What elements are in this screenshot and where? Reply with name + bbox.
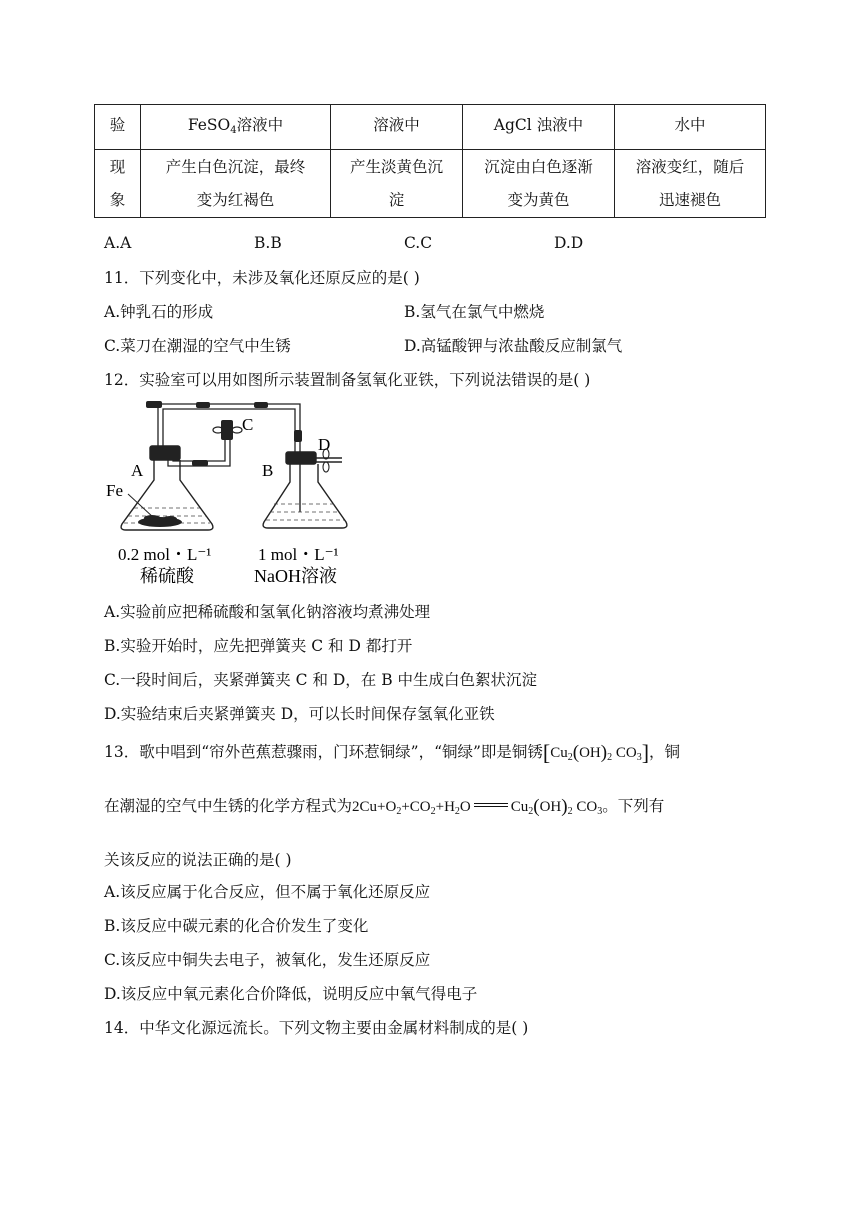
table-cell: 溶液中 <box>331 105 463 150</box>
left-solution: 稀硫酸 <box>140 566 194 586</box>
option-d[interactable]: D.D <box>554 234 584 252</box>
q11-stem: 11．下列变化中，未涉及氧化还原反应的是( ) <box>104 269 420 287</box>
option-b[interactable]: B.实验开始时，应先把弹簧夹 C 和 D 都打开 <box>104 637 413 655</box>
option-b[interactable]: B.B <box>254 234 282 252</box>
table-cell: AgCl 浊液中 <box>463 105 615 150</box>
right-concentration: 1 mol・L⁻¹ <box>258 545 339 564</box>
table-cell: FeSO$_4$溶液中 <box>141 105 331 150</box>
apparatus-figure <box>104 396 364 588</box>
option-a[interactable]: A.该反应属于化合反应，但不属于氧化还原反应 <box>104 883 431 901</box>
option-c[interactable]: C.一段时间后，夹紧弹簧夹 C 和 D，在 B 中生成白色絮状沉淀 <box>104 671 538 689</box>
label-b: B <box>262 461 274 480</box>
q14-stem: 14．中华文化源远流长。下列文物主要由金属材料制成的是( ) <box>104 1019 529 1037</box>
label-fe: Fe <box>106 481 123 500</box>
option-a[interactable]: A.实验前应把稀硫酸和氢氧化钠溶液均煮沸处理 <box>104 603 431 621</box>
verdigris-formula: [$Cu_2(OH)_2$ $CO_3$] <box>542 740 650 765</box>
table-cell: 产生淡黄色沉 淀 <box>331 150 463 218</box>
label-c: C <box>242 415 254 434</box>
table-cell: 水中 <box>615 105 766 150</box>
option-b[interactable]: B.氢气在氯气中燃烧 <box>404 303 545 321</box>
option-a[interactable]: A.A <box>104 234 132 252</box>
experiment-table <box>94 104 766 218</box>
table-cell: 验 <box>95 105 141 150</box>
q13-stem-line2: 在潮湿的空气中生锈的化学方程式为$2Cu+O_2+CO_2+H_2O$ $Cu_2(OH)_2$ $CO_3$。下列有 <box>104 796 665 817</box>
table-cell: 现 象 <box>95 150 141 218</box>
table-row <box>95 150 766 218</box>
table-cell: 产生白色沉淀，最终 变为红褐色 <box>141 150 331 218</box>
option-c[interactable]: C.菜刀在潮湿的空气中生锈 <box>104 337 291 355</box>
label-a: A <box>131 461 144 480</box>
q13-stem-line3: 关该反应的说法正确的是( ) <box>104 851 292 869</box>
table-row <box>95 105 766 150</box>
option-c[interactable]: C.C <box>404 234 433 252</box>
left-concentration: 0.2 mol・L⁻¹ <box>118 545 212 564</box>
table-cell: 溶液变红，随后 迅速褪色 <box>615 150 766 218</box>
rust-equation: $2Cu+O_2+CO_2+H_2O$ $Cu_2(OH)_2$ $CO_3$ <box>352 796 603 817</box>
option-c[interactable]: C.该反应中铜失去电子，被氧化，发生还原反应 <box>104 951 431 969</box>
table-cell: 沉淀由白色逐渐 变为黄色 <box>463 150 615 218</box>
option-b[interactable]: B.该反应中碳元素的化合价发生了变化 <box>104 917 369 935</box>
q12-stem: 12．实验室可以用如图所示装置制备氢氧化亚铁，下列说法错误的是( ) <box>104 371 591 389</box>
option-d[interactable]: D.高锰酸钾与浓盐酸反应制氯气 <box>404 337 623 355</box>
option-d[interactable]: D.实验结束后夹紧弹簧夹 D，可以长时间保存氢氧化亚铁 <box>104 705 495 723</box>
right-solution: NaOH溶液 <box>254 566 337 586</box>
option-a[interactable]: A.钟乳石的形成 <box>104 303 214 321</box>
label-d: D <box>318 435 331 454</box>
q13-stem-line1: 13．歌中唱到“帘外芭蕉惹骤雨，门环惹铜绿”，“铜绿”即是铜锈[$Cu_2(OH)_2$ $CO_3$]，铜 <box>104 740 681 765</box>
option-d[interactable]: D.该反应中氧元素化合价降低，说明反应中氧气得电子 <box>104 985 478 1003</box>
